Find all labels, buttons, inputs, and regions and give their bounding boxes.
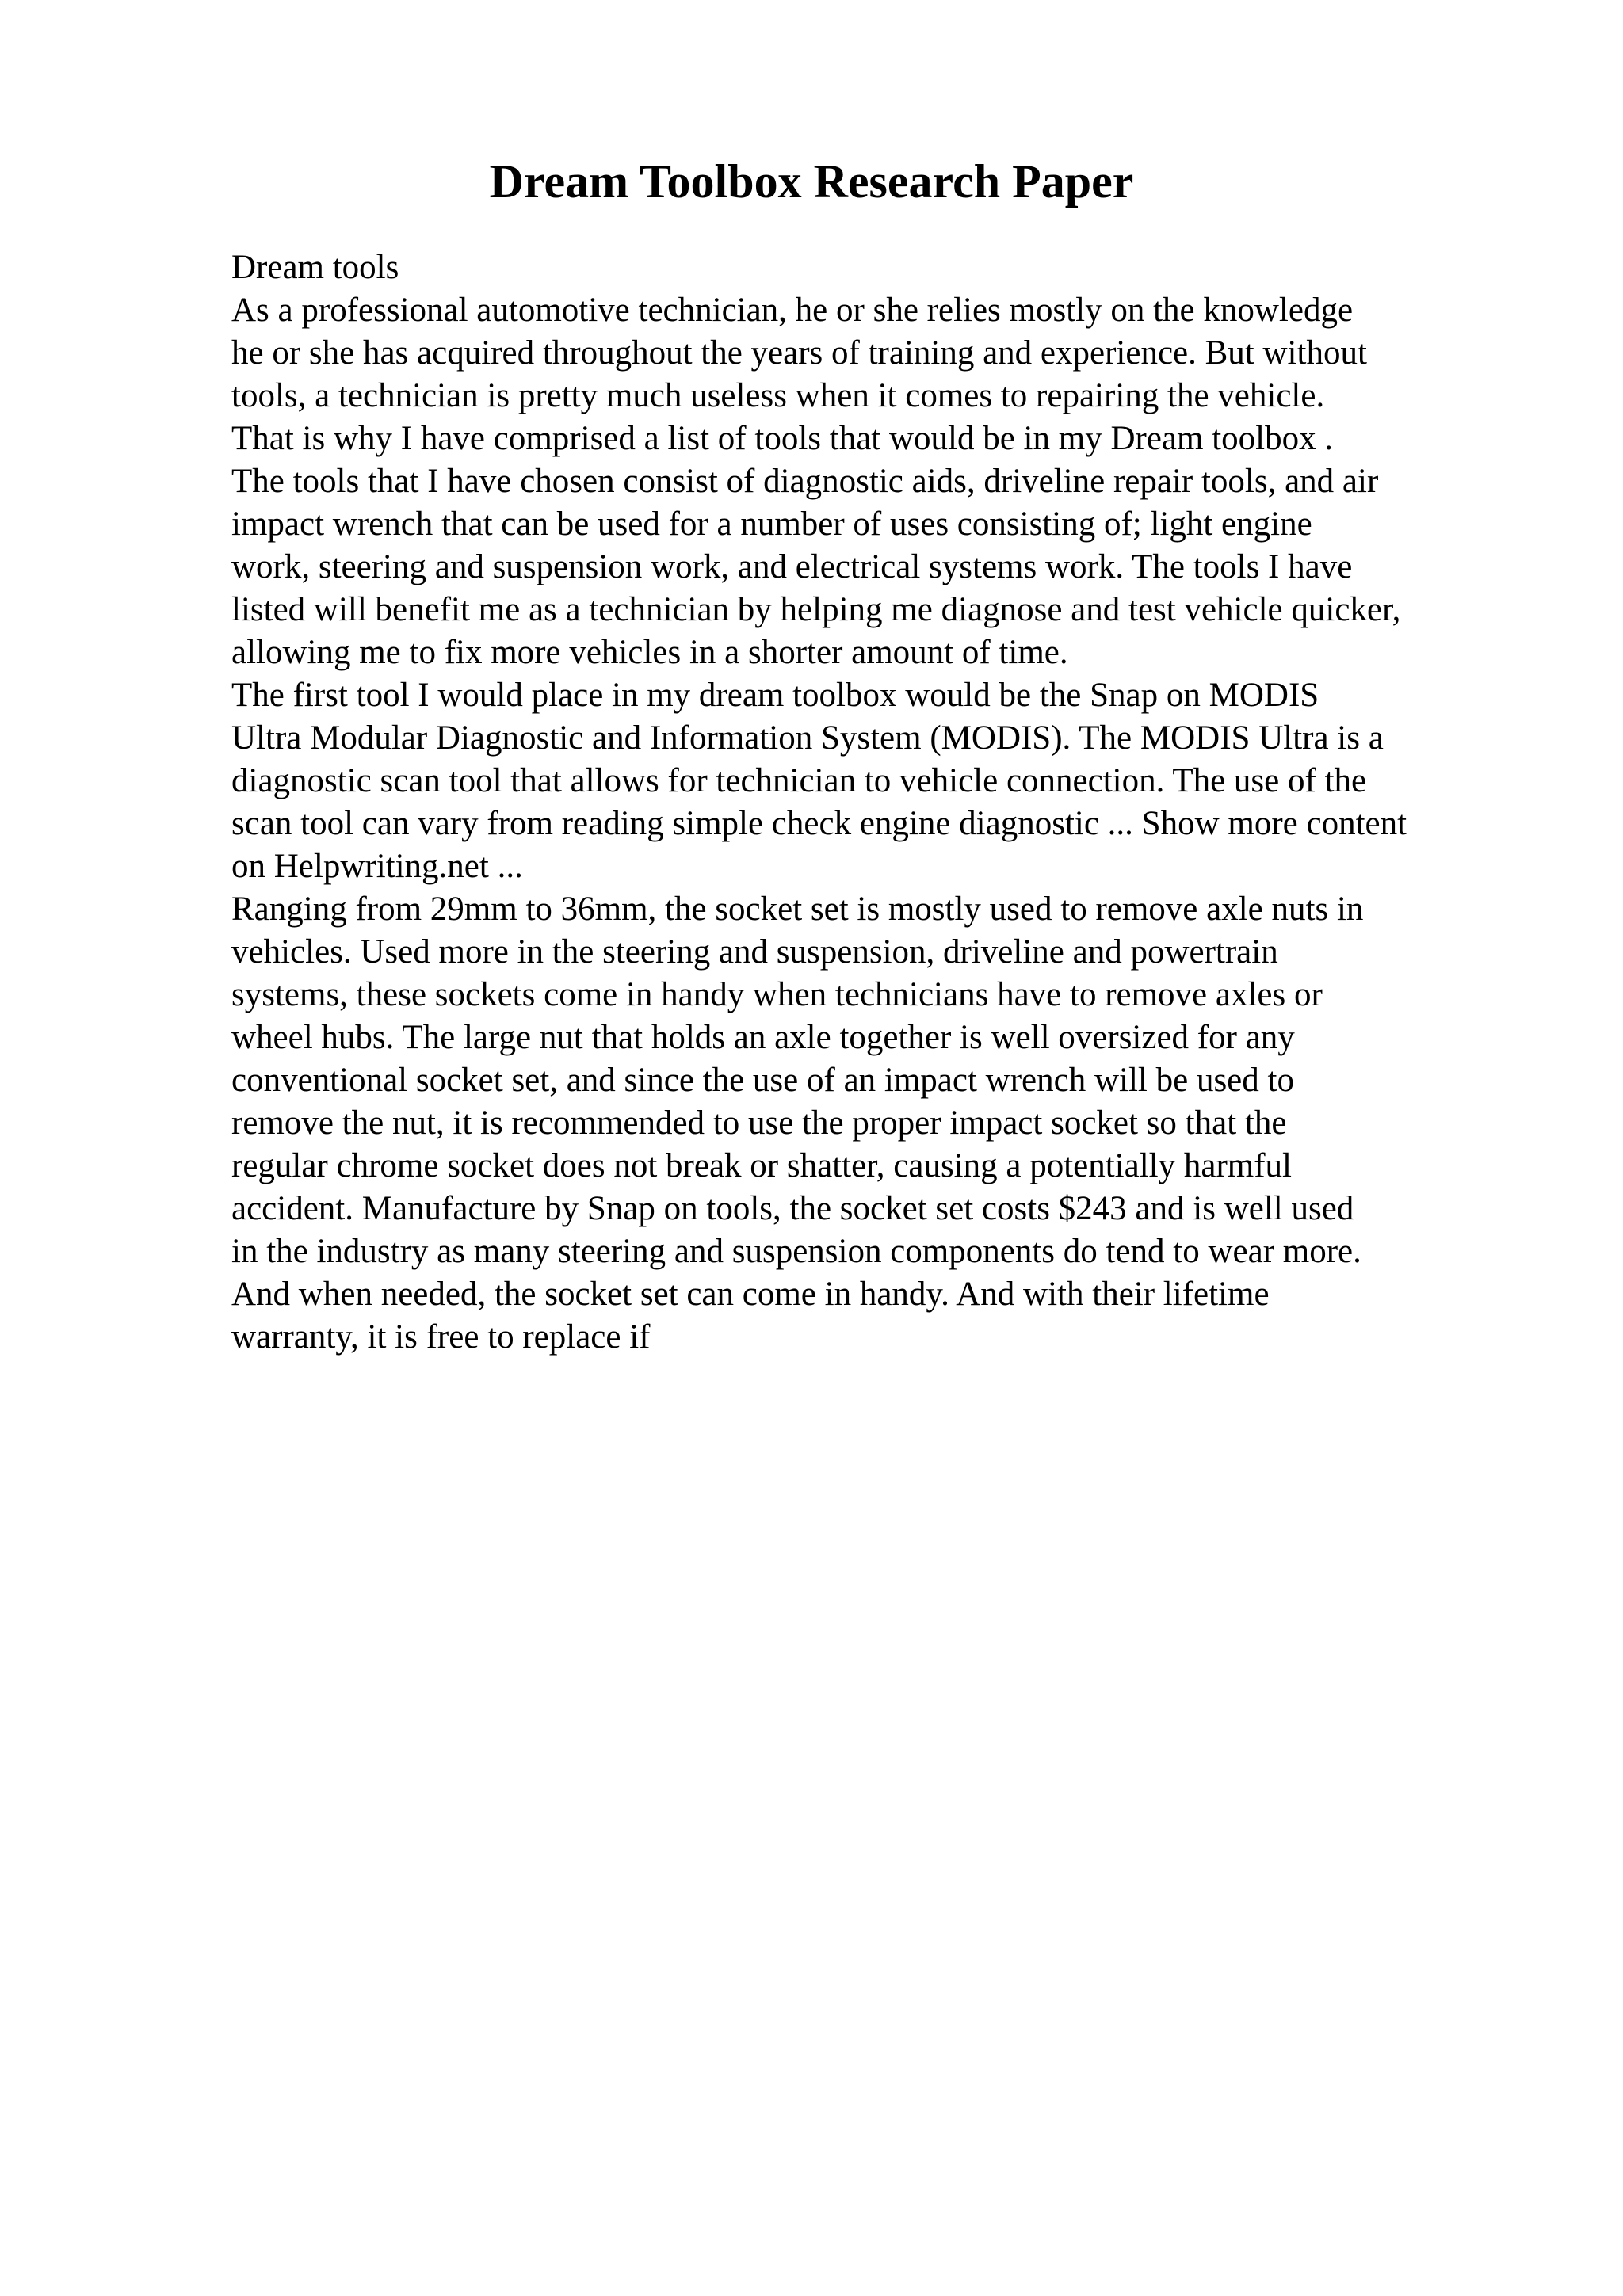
text-line: allowing me to fix more vehicles in a shorter amount of time. (231, 634, 1068, 671)
text-line: The first tool I would place in my dream toolbox would be the Snap on MODIS (231, 677, 1319, 714)
text-line: tools, a technician is pretty much useless when it comes to repairing the vehicle. (231, 377, 1325, 414)
text-line: scan tool can vary from reading simple check engine diagnostic ... Show more content (231, 805, 1407, 842)
text-line: Ultra Modular Diagnostic and Information System (MODIS). The MODIS Ultra is a (231, 719, 1384, 757)
text-line: remove the nut, it is recommended to use the proper impact socket so that the (231, 1104, 1287, 1142)
text-line: And when needed, the socket set can come in handy. And with their lifetime (231, 1276, 1270, 1313)
text-line: he or she has acquired throughout the years of training and experience. But without (231, 334, 1367, 372)
text-line: conventional socket set, and since the use of an impact wrench will be used to (231, 1062, 1294, 1099)
document-body (231, 246, 1594, 1359)
text-line: accident. Manufacture by Snap on tools, the socket set costs $243 and is well used (231, 1190, 1354, 1227)
text-line: on Helpwriting.net ... (231, 848, 523, 885)
text-line: listed will benefit me as a technician by helping me diagnose and test vehicle quicker, (231, 591, 1401, 628)
text-line: vehicles. Used more in the steering and suspension, driveline and powertrain (231, 933, 1278, 971)
text-line: regular chrome socket does not break or shatter, causing a potentially harmful (231, 1147, 1292, 1184)
text-line: diagnostic scan tool that allows for technician to vehicle connection. The use of the (231, 762, 1367, 799)
text-line: That is why I have comprised a list of tools that would be in my Dream toolbox . (231, 420, 1334, 457)
text-line: warranty, it is free to replace if (231, 1318, 651, 1356)
text-line: systems, these sockets come in handy when technicians have to remove axles or (231, 976, 1323, 1013)
text-line: impact wrench that can be used for a number of uses consisting of; light engine (231, 505, 1312, 543)
text-line: in the industry as many steering and suspension components do tend to wear more. (231, 1233, 1361, 1270)
text-line: As a professional automotive technician, he or she relies mostly on the knowledge (231, 292, 1354, 329)
text-line: wheel hubs. The large nut that holds an axle together is well oversized for any (231, 1019, 1295, 1056)
text-line: Dream tools (231, 249, 399, 286)
text-line: The tools that I have chosen consist of diagnostic aids, driveline repair tools, and air (231, 463, 1379, 500)
document-title: Dream Toolbox Research Paper (489, 155, 1134, 208)
text-line: Ranging from 29mm to 36mm, the socket set is mostly used to remove axle nuts in (231, 891, 1364, 928)
text-line: work, steering and suspension work, and electrical systems work. The tools I have (231, 548, 1353, 585)
